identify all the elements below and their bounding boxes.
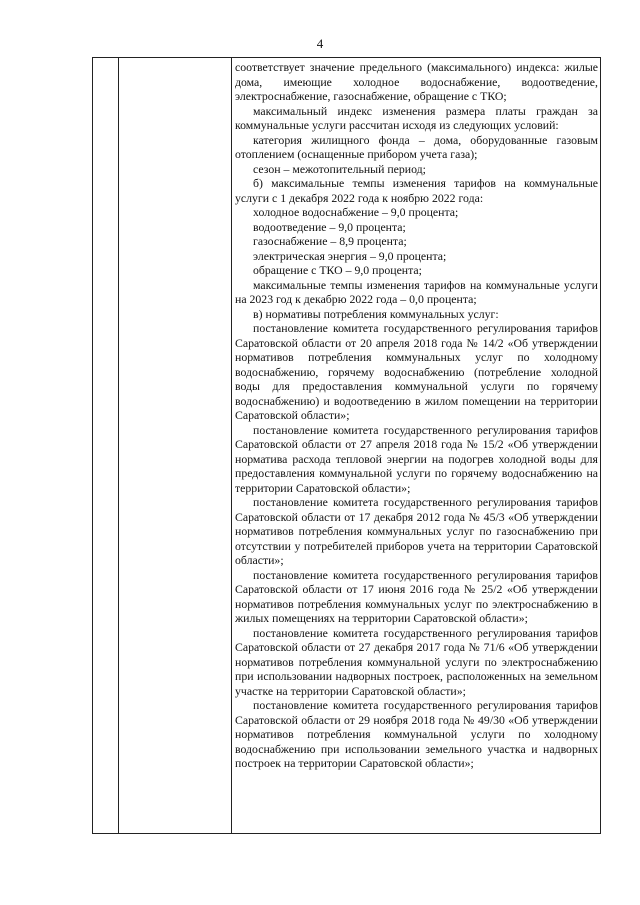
document-paragraph: сезон – межотопительный период; bbox=[253, 161, 426, 176]
document-paragraph: категория жилищного фонда – дома, оборудованные газовым отоплением (оснащенные прибором учета газа); bbox=[235, 132, 598, 161]
document-paragraph: постановление комитета государственного регулирования тарифов Саратовской области от 17 июня 2016 года № 25/2 «Об утверждении нормативов потребления коммунальных услуг по электроснабжению в жилых помещениях на территории Саратовской области»; bbox=[235, 567, 598, 625]
document-paragraph: максимальный индекс изменения размера платы граждан за коммунальные услуги рассчитан исходя из следующих условий: bbox=[235, 103, 598, 132]
document-paragraph: холодное водоснабжение – 9,0 процента; bbox=[253, 205, 459, 219]
document-table bbox=[92, 57, 601, 834]
document-paragraph: соответствует значение предельного (максимального) индекса: жилые дома, имеющие холодное водоснабжение, водоотведение, электроснабжение, газоснабжение, обращение с ТКО; bbox=[235, 60, 598, 103]
page-number: 4 bbox=[316, 36, 324, 51]
document-paragraph: постановление комитета государственного регулирования тарифов Саратовской области от 27 апреля 2018 года № 15/2 «Об утверждении норматива расхода тепловой энергии на подогрев холодной воды для предоставления коммунальной услуги по горячему водоснабжению на территории Саратовской области»; bbox=[235, 422, 598, 495]
table-cell-label bbox=[119, 58, 232, 834]
document-paragraph: обращение с ТКО – 9,0 процента; bbox=[253, 263, 422, 277]
document-paragraph: газоснабжение – 8,9 процента; bbox=[253, 234, 407, 248]
document-paragraph: б) максимальные темпы изменения тарифов на коммунальные услуги с 1 декабря 2022 года к ноябрю 2022 года: bbox=[235, 176, 598, 205]
document-paragraph: водоотведение – 9,0 процента; bbox=[253, 219, 406, 234]
document-paragraph: постановление комитета государственного регулирования тарифов Саратовской области от 27 декабря 2017 года № 71/6 «Об утверждении нормативов потребления коммунальной услуги по электроснабжению при использовании надворных построек, расположенных на земельном участке на территории Саратовской области»; bbox=[235, 625, 598, 698]
document-paragraph: постановление комитета государственного регулирования тарифов Саратовской области от 29 ноября 2018 года № 49/30 «Об утверждении нормативов потребления коммунальной услуги по холодному водоснабжению при использовании земельного участка и надворных построек на территории Саратовской области»; bbox=[235, 698, 598, 770]
table-cell-number bbox=[93, 58, 119, 834]
table-row bbox=[93, 58, 601, 834]
document-paragraph: постановление комитета государственного регулирования тарифов Саратовской области от 20 апреля 2018 года № 14/2 «Об утверждении нормативов потребления коммунальных услуг по холодному водоснабжению, горячему водоснабжению (потребление холодной воды для предоставления коммунальной услуги по горячему водоснабжению) и водоотведению в жилом помещении на территории Саратовской области»; bbox=[235, 321, 598, 422]
document-paragraph: в) нормативы потребления коммунальных услуг: bbox=[253, 306, 499, 321]
document-paragraph: максимальные темпы изменения тарифов на коммунальные услуги на 2023 год к декабрю 2022 года – 0,0 процента; bbox=[235, 277, 598, 306]
document-paragraph: постановление комитета государственного регулирования тарифов Саратовской области от 17 декабря 2012 года № 45/3 «Об утверждении нормативов потребления коммунальных услуг по газоснабжению при отсутствии у потребителей приборов учета на территории Саратовской области»; bbox=[235, 495, 598, 567]
paragraph-list bbox=[235, 60, 598, 771]
table-cell-content bbox=[232, 58, 601, 834]
document-paragraph: электрическая энергия – 9,0 процента; bbox=[253, 248, 447, 263]
